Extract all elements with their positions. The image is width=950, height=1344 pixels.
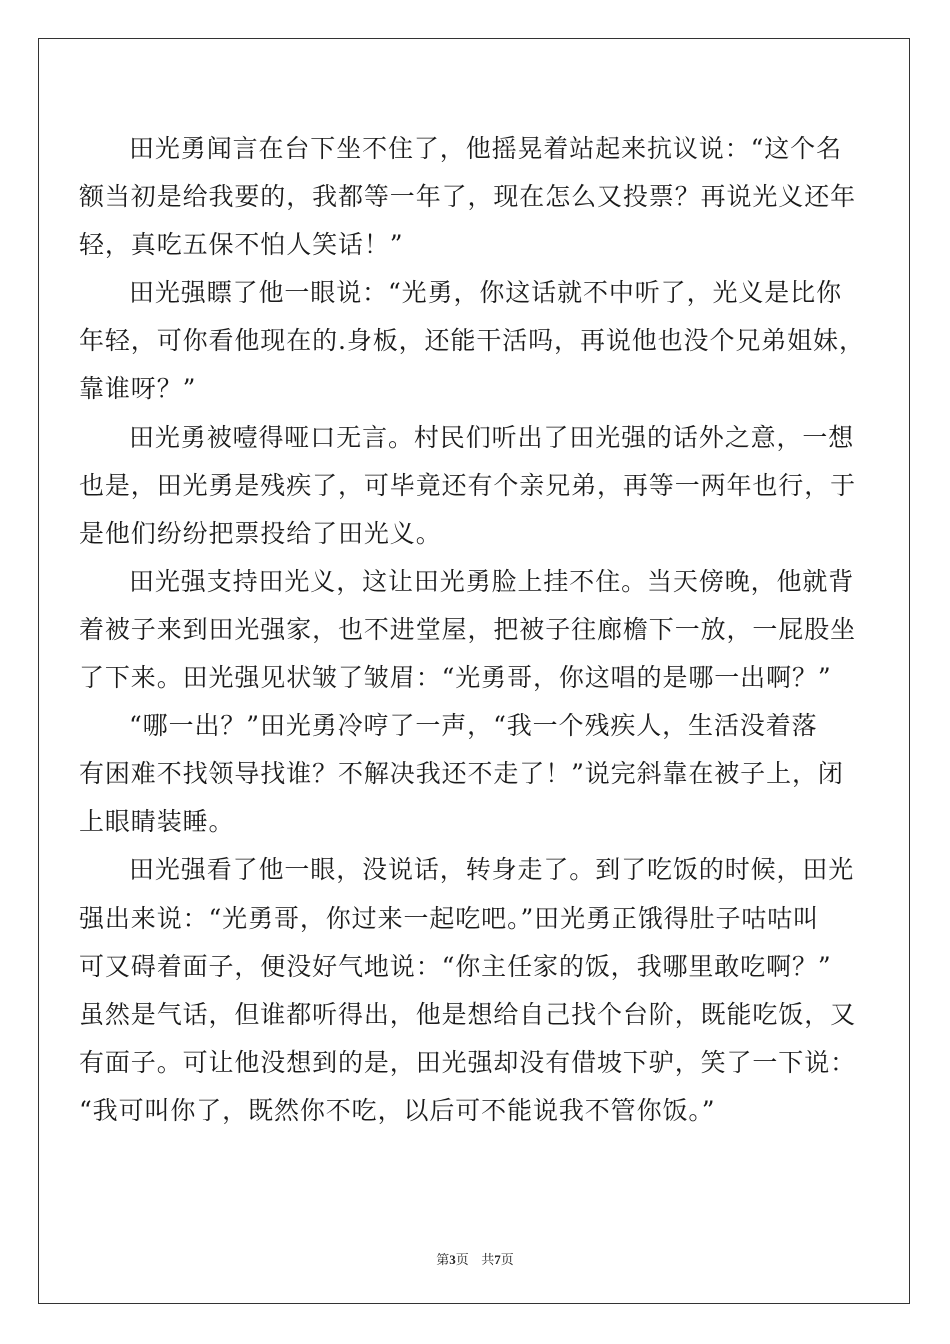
paragraph-line: 田光勇被噎得哑口无言。村民们听出了田光强的话外之意，一想 [129,422,855,452]
paragraph-line: 着被子来到田光强家，也不进堂屋，把被子往廊檐下一放，一屁股坐 [79,614,857,644]
paragraph-line: 有面子。可让他没想到的是，田光强却没有借坡下驴，笑了一下说： [79,1047,857,1077]
paragraph-line: 田光勇闻言在台下坐不住了，他摇晃着站起来抗议说：“这个名 [129,134,842,163]
total-prefix: 共 [481,1253,495,1268]
paragraph-2 [79,269,865,413]
paragraph-line: “我可叫你了，既然你不吃，以后可不能说我不管你饭。” [79,1095,716,1125]
paragraph-line: 靠谁呀？” [79,374,197,404]
paragraph-line: 田光强支持田光义，这让田光勇脸上挂不住。当天傍晚，他就背 [129,566,855,596]
total-pages: 7 [494,1252,501,1267]
page-footer [0,1249,950,1268]
paragraph-line: 虽然是气话，但谁都听得出，他是想给自己找个台阶，既能吃饭，又 [79,999,857,1029]
paragraph-line: 田光强看了他一眼，没说话，转身走了。到了吃饭的时候，田光 [129,855,855,885]
paragraph-6 [79,846,857,1135]
paragraph-line: 可又碍着面子，便没好气地说：“你主任家的饭，我哪里敢吃啊？” [79,951,832,981]
document-body [79,125,865,1135]
paragraph-line: 强出来说：“光勇哥，你过来一起吃吧。”田光勇正饿得肚子咕咕叫 [79,903,820,933]
paragraph-line: 额当初是给我要的，我都等一年了，现在怎么又投票？再说光义还年 [79,182,857,212]
paragraph-line: 了下来。田光强见状皱了皱眉：“光勇哥，你这唱的是哪一出啊？” [79,663,832,693]
page-prefix: 第 [436,1253,450,1268]
total-suffix: 页 [500,1253,514,1268]
paragraph-line: 是他们纷纷把票投给了田光义。 [79,518,442,548]
paragraph-5 [79,702,844,846]
paragraph-line: 有困难不找领导找谁？不解决我还不走了！”说完斜靠在被子上，闭 [79,759,844,789]
paragraph-3 [79,414,857,558]
paragraph-4 [79,558,857,702]
paragraph-line: 也是，田光勇是残疾了，可毕竟还有个亲兄弟，再等一两年也行，于 [79,470,857,500]
paragraph-1 [79,125,857,269]
paragraph-line: 上眼睛装睡。 [79,807,235,837]
paragraph-line: “哪一出？”田光勇冷哼了一声，“我一个残疾人，生活没着落 [129,711,818,741]
paragraph-line: 年轻，可你看他现在的.身板，还能干活吗，再说他也没个兄弟姐妹， [79,326,865,356]
paragraph-line: 轻，真吃五保不怕人笑话！” [79,230,404,260]
page-suffix: 页 [455,1253,469,1268]
paragraph-line: 田光强瞟了他一眼说：“光勇，你这话就不中听了，光义是比你 [129,278,842,308]
page-number: 3 [449,1252,456,1267]
